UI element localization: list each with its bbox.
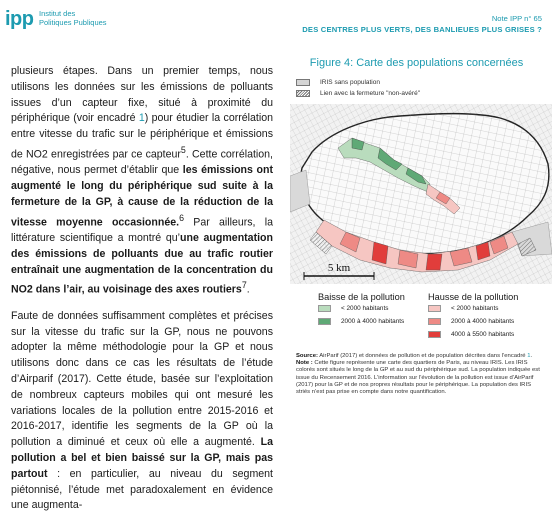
text-run: . Cette corrélation, négative, nous permet d’établir que (11, 148, 273, 177)
source-label: Source: (296, 353, 318, 359)
ipp-logo (5, 4, 117, 44)
legend-label: 2000 à 4000 habitants (341, 317, 405, 325)
logo-subtitle-line2: Politiques Publiques (39, 17, 107, 27)
logo-wordmark: ipp (5, 8, 34, 30)
legend-row (428, 304, 518, 312)
scale-bar-label: 5 km (327, 262, 351, 274)
legend-swatch (318, 318, 331, 325)
logo-subtitle (39, 10, 107, 27)
legend-label: < 2000 habitants (451, 304, 499, 312)
paris-iris-map (290, 104, 552, 284)
body-text-column (11, 64, 273, 514)
figure-source-note: Source: AirParif (2017) et données de pollution et de population décrites dans l’encadré 1. Note : Cette figure représente une carte des quartiers de Paris, au niveau IRIS. Les IRIS colorés sont situés le long de la GP et au sud du périphérique sud. La population indiquée est issue du Recensement 2016. L’information sur l’évolution de la pollution est issue d’AirParif (2017) pour la GP et de nos propres résultats pour le périphérique. La population des IRIS striés n’est pas prise en compte dans notre quantification. (296, 353, 540, 396)
box-reference-link[interactable]: 1 (138, 112, 145, 125)
legend-row (428, 330, 518, 338)
legend-swatch (428, 305, 441, 312)
legend-hatched (296, 89, 420, 98)
text-run: ) pour étudier la corrélation entre vitesse du trafic sur le périphérique et émissions de NO2 enregistrées par ce capteur (11, 112, 273, 161)
note-title: DES CENTRES PLUS VERTS, DES BANLIEUES PLUS GRISES ? (302, 25, 542, 34)
legend-label: < 2000 habitants (341, 304, 389, 312)
footnote-ref-5[interactable]: 5 (180, 144, 186, 155)
paragraph-2 (11, 309, 273, 514)
paragraph-1 (11, 64, 273, 299)
figure-title: Figure 4: Carte des populations concernées (309, 57, 524, 69)
legend-swatch (318, 305, 331, 312)
text-run: : en particulier, au niveau du segment piétonnisé, l’étude met paradoxalement en évidence une augmenta- (11, 467, 273, 512)
bold-finding-2: une augmentation des émissions de polluants due au trafic routier entraînait une augmentation de la concentration du NO2 dans l’air, au voisinage des axes routiers (11, 232, 273, 296)
footnote-ref-7[interactable]: 7 (241, 280, 247, 291)
box-reference-link[interactable]: 1 (527, 353, 531, 359)
text-run: Par ailleurs, la littérature scientifique a montré qu’ (11, 216, 273, 245)
bold-finding-3: La pollution a bel et bien baissé sur la GP, mais pas partout (11, 436, 273, 480)
grey-swatch (296, 79, 310, 86)
legend-swatch (428, 331, 441, 338)
note-text: Cette figure représente une carte des quartiers de Paris, au niveau IRIS. Les IRIS colorés sont situés le long de la GP et au sud du périphérique sud. La population indiquée est issue du Recensement 2016. L’information sur l’évolution de la pollution est issue d’AirParif (2017) pour la GP et de nos propres résultats pour le périphérique. La population des IRIS striés n’est pas prise en compte dans notre quantification. (296, 360, 540, 396)
legend-increase (428, 292, 518, 343)
legend-no-population (296, 78, 420, 87)
note-header (302, 13, 542, 35)
legend-row (318, 304, 405, 312)
logo-subtitle-line1: Institut des (39, 9, 76, 18)
text-run: . (246, 283, 250, 296)
legend-decrease-title: Baisse de la pollution (318, 292, 405, 302)
legend-decrease (318, 292, 405, 330)
map-top-legend (296, 78, 420, 100)
text-run: Faute de données suffisamment complètes et précises sur la vitesse du trafic sur la GP, nous ne pouvons adopter la même méthodologie pour la GP et nous utilisons donc dans ce cas les résultats de l’étude d’Airparif (2017). Cette étude, basée sur l’exploitation de nombreux capteurs mobiles qui ont mesuré les variations locales de la pollution entre 2015-2016 et 2016-2017, identifie les segments de la GP où la pollution a diminué et ceux où elle a augmenté. (11, 309, 273, 449)
legend-label: Lien avec la fermeture "non-avéré" (320, 90, 421, 97)
legend-increase-title: Hausse de la pollution (428, 292, 519, 302)
legend-label: 4000 à 5500 habitants (451, 330, 515, 338)
note-number: Note IPP n° 65 (491, 14, 542, 23)
legend-label: IRIS sans population (320, 79, 380, 86)
bold-finding-1: les émissions ont augmenté le long du périphérique sud suite à la fermeture de la GP, à cause de la réduction de la vitesse moyenne occasionnée. (11, 164, 273, 229)
text-run: plusieurs étapes. Dans un premier temps, nous utilisons les données sur les émissions de polluants issues d’un capteur fixe, situé à proximité du périphérique (voir encadré (11, 65, 273, 125)
legend-label: 2000 à 4000 habitants (451, 317, 515, 325)
source-text: AirParif (2017) et données de pollution et de population décrites dans l’encadré (317, 353, 528, 359)
legend-swatch (428, 318, 441, 325)
hatched-swatch (296, 90, 310, 97)
note-label: Note : (296, 360, 313, 367)
legend-row (318, 317, 405, 325)
legend-row (428, 317, 518, 325)
footnote-ref-6[interactable]: 6 (179, 212, 184, 223)
